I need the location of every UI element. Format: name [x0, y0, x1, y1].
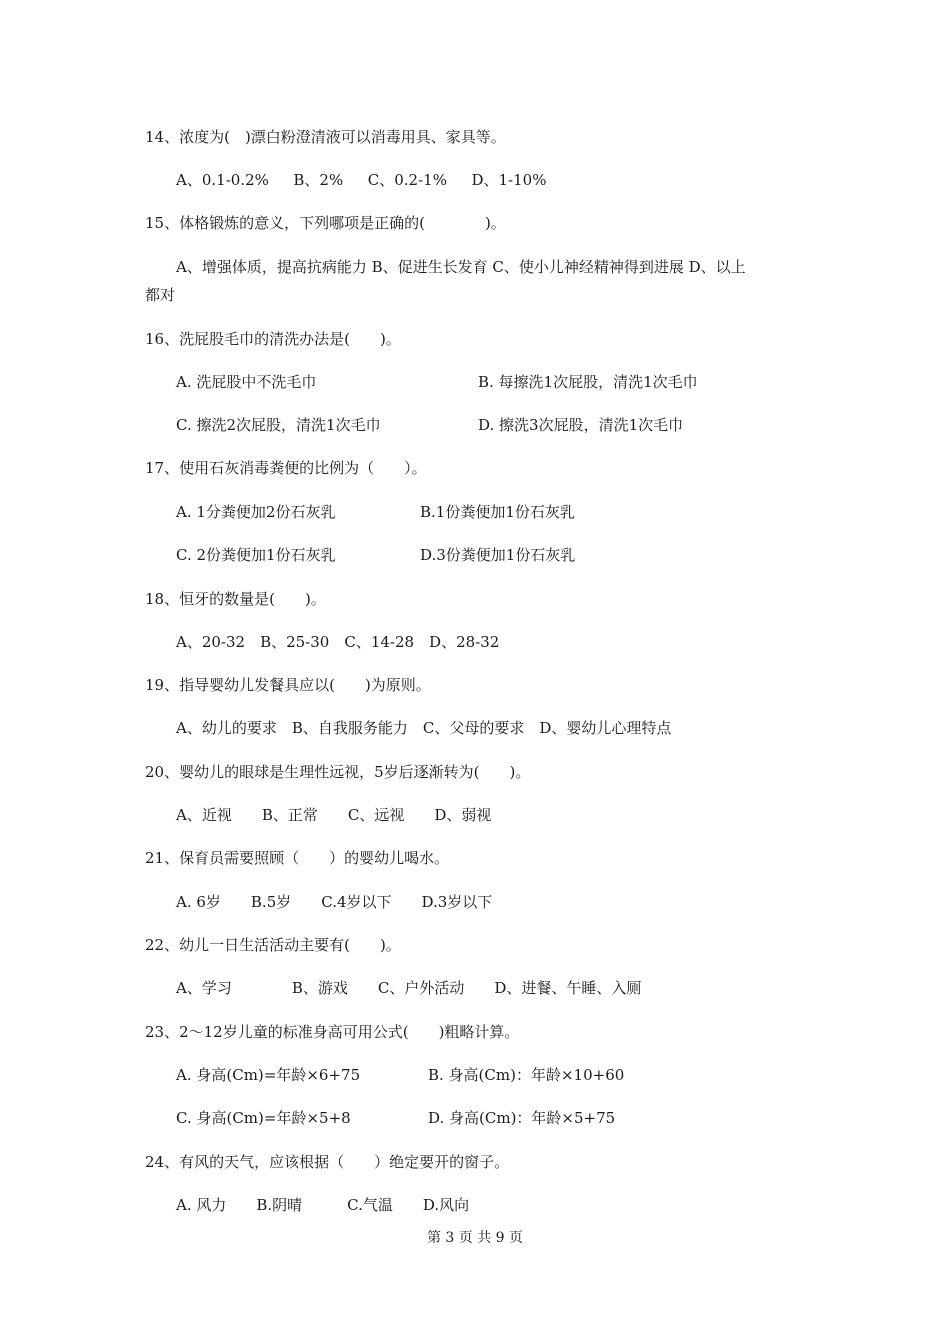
- question-21-options: A. 6岁 B.5岁 C.4岁以下 D.3岁以下: [176, 893, 493, 911]
- question-15-options-wrap: 都对: [145, 286, 176, 304]
- question-17-option-b: B.1份粪便加1份石灰乳: [420, 503, 575, 521]
- question-18: 18、恒牙的数量是( )。: [145, 590, 326, 608]
- question-17-option-a: A. 1分粪便加2份石灰乳: [176, 503, 336, 521]
- question-17-option-c: C. 2份粪便加1份石灰乳: [176, 546, 336, 564]
- question-17: 17、使用石灰消毒粪便的比例为（ ）。: [145, 459, 427, 477]
- question-15: 15、体格锻炼的意义，下列哪项是正确的( )。: [145, 214, 506, 232]
- question-23: 23、2～12岁儿童的标准身高可用公式( )粗略计算。: [145, 1023, 520, 1041]
- question-24: 24、有风的天气，应该根据（ ）绝定要开的窗子。: [145, 1153, 510, 1171]
- question-18-options: A、20-32 B、25-30 C、14-28 D、28-32: [176, 633, 500, 651]
- question-20: 20、婴幼儿的眼球是生理性远视，5岁后逐渐转为( )。: [145, 763, 531, 781]
- question-16-option-a: A. 洗屁股中不洗毛巾: [176, 373, 317, 391]
- question-23-option-c: C. 身高(Cm)=年龄×5+8: [176, 1109, 351, 1127]
- question-16-option-b: B. 每擦洗1次屁股，清洗1次毛巾: [478, 373, 698, 391]
- question-19: 19、指导婴幼儿发餐具应以( )为原则。: [145, 676, 431, 694]
- question-24-options: A. 风力 B.阴晴 C.气温 D.风向: [176, 1196, 470, 1214]
- question-15-options: A、增强体质，提高抗病能力 B、促进生长发育 C、使小儿神经精神得到进展 D、以上: [176, 258, 746, 276]
- question-22-options: A、学习 B、游戏 C、户外活动 D、进餐、午睡、入厕: [176, 979, 642, 997]
- question-20-options: A、近视 B、正常 C、远视 D、弱视: [176, 806, 492, 824]
- question-16-option-d: D. 擦洗3次屁股，清洗1次毛巾: [478, 416, 684, 434]
- question-23-option-d: D. 身高(Cm)：年龄×5+75: [428, 1109, 616, 1127]
- page-number-footer: 第 3 页 共 9 页: [426, 1230, 524, 1246]
- question-23-option-a: A. 身高(Cm)=年龄×6+75: [176, 1066, 361, 1084]
- question-23-option-b: B. 身高(Cm)：年龄×10+60: [428, 1066, 625, 1084]
- question-16: 16、洗屁股毛巾的清洗办法是( )。: [145, 330, 401, 348]
- question-22: 22、幼儿一日生活活动主要有( )。: [145, 936, 401, 954]
- question-16-option-c: C. 擦洗2次屁股，清洗1次毛巾: [176, 416, 381, 434]
- question-14: 14、浓度为( )漂白粉澄清液可以消毒用具、家具等。: [145, 128, 506, 146]
- question-14-options: A、0.1-0.2% B、2% C、0.2-1% D、1-10%: [176, 171, 547, 189]
- question-17-option-d: D.3份粪便加1份石灰乳: [420, 546, 576, 564]
- question-21: 21、保育员需要照顾（ ）的婴幼儿喝水。: [145, 849, 450, 867]
- question-19-options: A、幼儿的要求 B、自我服务能力 C、父母的要求 D、婴幼儿心理特点: [176, 719, 672, 737]
